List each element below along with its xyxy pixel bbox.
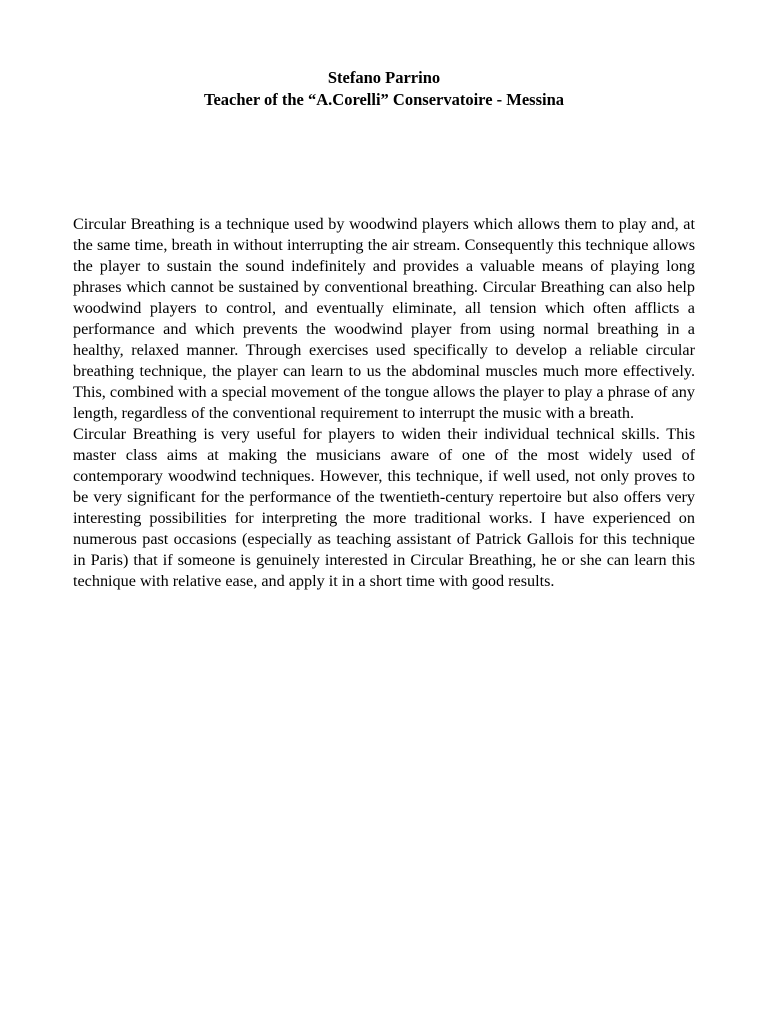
document-header (0, 67, 768, 111)
paragraph: Circular Breathing is very useful for players to widen their individual technical skills. This master class aims at making the musicians aware of one of the most widely used of contemporary woodwind techniques. However, this technique, if well used, not only proves to be very significant for the performance of the twentieth-century repertoire but also offers very interesting possibilities for interpreting the more traditional works. I have experienced on numerous past occasions (especially as teaching assistant of Patrick Gallois for this technique in Paris) that if someone is genuinely interested in Circular Breathing, he or she can learn this technique with relative ease, and apply it in a short time with good results. (73, 425, 695, 590)
document-body (73, 214, 695, 592)
paragraph: Circular Breathing is a technique used by woodwind players which allows them to play and, at the same time, breath in without interrupting the air stream. Consequently this technique allows the player to sustain the sound indefinitely and provides a valuable means of playing long phrases which cannot be sustained by conventional breathing. Circular Breathing can also help woodwind players to control, and eventually eliminate, all tension which often afflicts a performance and which prevents the woodwind player from using normal breathing in a healthy, relaxed manner. Through exercises used specifically to develop a reliable circular breathing technique, the player can learn to us the abdominal muscles much more effectively. This, combined with a special movement of the tongue allows the player to play a phrase of any length, regardless of the conventional requirement to interrupt the music with a breath. (73, 215, 695, 422)
author-name: Stefano Parrino (327, 68, 441, 87)
author-affiliation: Teacher of the “A.Corelli” Conservatoire - Messina (203, 90, 565, 109)
